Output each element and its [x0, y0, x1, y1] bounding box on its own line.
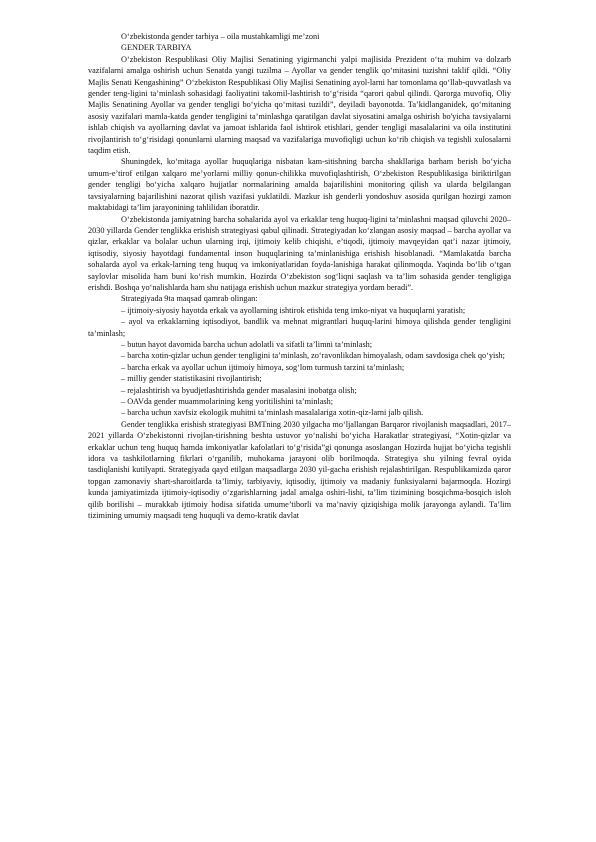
document-page [88, 31, 511, 521]
goal-item-1: – ijtimoiy-siyosiy hayotda erkak va ayollarning ishtirok etishida teng imko-niyat va huquqlarni yaratish; [121, 305, 466, 315]
paragraph-4: Strategiyada 9ta maqsad qamrab olingan: [121, 294, 258, 304]
paragraph-3: O‘zbekistonda jamiyatning barcha sohalarida ayol va erkaklar teng huquq-ligini ta’minlashni maqsad qiluvchi 2020–2030 yillarda Gender tenglikka erishish strategiyasi qabul qilinadi. Strategiyadan ko‘zlangan asosiy maqsad – barcha ayollar va qizlar, erkaklar va bolalar uchun ularning irqi, ijtimoiy kelib chiqishi, e’tiqodi, ijtimoiy mavqeyidan qat’i nazar ijtimoiy, iqtisodiy, siyosiy hayotdagi fundamental inson huquqlarining ta’minlanishiga erishish hisoblanadi. “Mamlakatda barcha sohalarda ayol va erkak-larning teng huquq va imkoniyatlaridan foyda-lanishiga harakat qilinmoqda. Yaqinda bo‘lib o‘tgan saylovlar misolida ham buni ko‘rish mumkin. Hozirda O‘zbekiston sog‘liqni saqlash va ta’lim sohasida gender tengligiga erishdi. Boshqa yo‘nalishlarda ham shu natijaga erishish uchun mazkur strategiya yordam beradi”. [88, 214, 511, 292]
goal-item-6: – milliy gender statistikasini rivojlantirish; [121, 374, 262, 384]
goal-item-2: – ayol va erkaklarning iqtisodiyot, bandlik va mehnat migrantlari huquq-larini himoya qilishda gender tengligini ta’minlash; [88, 317, 511, 338]
goal-item-4: – barcha xotin-qizlar uchun gender tengligini ta’minlash, zo‘ravonlikdan himoyalash, odam savdosiga chek qo‘yish; [121, 351, 505, 361]
goal-item-7: – rejalashtirish va byudjetlashtirishda gender masalasini inobatga olish; [121, 385, 357, 395]
paragraph-1: O‘zbekiston Respublikasi Oliy Majlisi Senatining yigirmanchi yalpi majlisida Prezident o‘ta muhim va dolzarb vazifalarni amalga oshirish uchun Senatda yangi tuzilma – Ayollar va gender tenglik qo‘mitasini tuzishni taklif qildi. “Oliy Majlis Senati Kengashining” O‘zbekiston Respublikasi Oliy Majlisi Senatining ayol-larni har tomonlama qo‘llab-quvvatlash va gender teng-ligini ta’minlash sohasidagi faoliyatini takomil-lashtirish to‘g‘risida “qarori qabul qilindi. Qarorga muvofiq, Oliy Majlis Senatining Ayollar va gender tengligi bo‘yicha qo‘mitasi tuzildi”, deyiladi bayonotda. Ta’kidlanganidek, qo‘mitaning asosiy vazifalari mamla-katda gender tengligini ta’minlashga qaratilgan davlat siyosatini amalga oshirish bo'yicha tavsiyalarni ishlab chiqish va ayollarning davlat va jamoat ishlarida faol ishtirok etishlari, gender tengligi masalalarini va oila institutini rivojlantirish to‘g‘risidagi qonunlarni ularning maqsad va vazifalariga muvofiqligi uchun ko‘rib chiqish va tegishli xulosalarni taqdim etish. [88, 54, 511, 156]
goal-item-3: – butun hayot davomida barcha uchun adolatli va sifatli ta’limni ta’minlash; [121, 339, 373, 349]
section-heading: GENDER TARBIYA [121, 43, 192, 53]
goal-item-5: – barcha erkak va ayollar uchun ijtimoiy himoya, sog‘lom turmush tarzini ta’minlash; [121, 362, 405, 372]
document-title: O‘zbekistonda gender tarbiya – oila mustahkamligi me’zoni [121, 32, 320, 41]
goal-item-9: – barcha uchun xavfsiz ekologik muhitni ta’minlash masalalariga xotin-qiz-larni jalb qilish. [121, 408, 424, 418]
paragraph-2: Shuningdek, ko‘mitaga ayollar huquqlariga nisbatan kam-sitishning barcha shakllariga barham berish bo‘yicha umum-e’tirof etilgan xalqaro me’yorlarni milliy qonun-chilikka muvofiqlashtirish, O‘zbekiston Respublikasiga biriktirilgan gender tengligi bo‘yicha xalqaro hujjatlar normalarining amalda bajarilishini monitoring qilish va ularda belgilangan tavsiyalarning bajarilishini nazorat qilish vazifasi yuklatildi. Mazkur ish genderli yondoshuv asosida qurilgan hozirgi zamon maktabidagi ta’lim jarayonining tahlilidan iboratdir. [88, 157, 511, 213]
goal-item-8: – OAVda gender muammolarining keng yoritilishini ta’minlash; [121, 397, 334, 406]
paragraph-5: Gender tenglikka erishish strategiyasi BMTning 2030 yilgacha mo‘ljallangan Barqaror rivojlanish maqsadlari, 2017–2021 yillarda O‘zbekistonni rivojlan-tirishning beshta ustuvor yo‘nalishi bo‘yicha Harakatlar strategiyasi, “Xotin-qizlar va erkaklar uchun teng huquq hamda imkoniyatlar kafolatlari to‘g‘risida”gi qonunga asoslangan Hozirda hujjat bo‘yicha tegishli idora va tashkilotlarning fikrlari o‘rganilib, muhokama jarayoni olib borilmoqda. Strategiya shu yilning fevral oyida tasdiqlanishi kutilyapti. Strategiyada qayd etilgan maqsadlarga 2030 yil-gacha erishish rejalashtirilgan. Respublikamizda qaror topgan zamonaviy shart-sharoitlarda ta’limiy, tarbiyaviy, iqtisodiy, ijtimoiy va madaniy funksiyalarni bajarmoqda. Hozirgi kunda jamiyatimizda ijtimoiy-iqtisodiy o‘zgarishlarning jadal amalga oshiri-lishi, ta’lim tizimining bosqichma-bosqich isloh qilib borilishi – murakkab ijtimoiy hodisa sifatida umume’tiborli va ma’naviy qiziqishiga molik jarayonga aylandi. Ta’lim tizimining umumiy maqsadi teng huquqli va demo-kratik davlat [88, 419, 511, 521]
